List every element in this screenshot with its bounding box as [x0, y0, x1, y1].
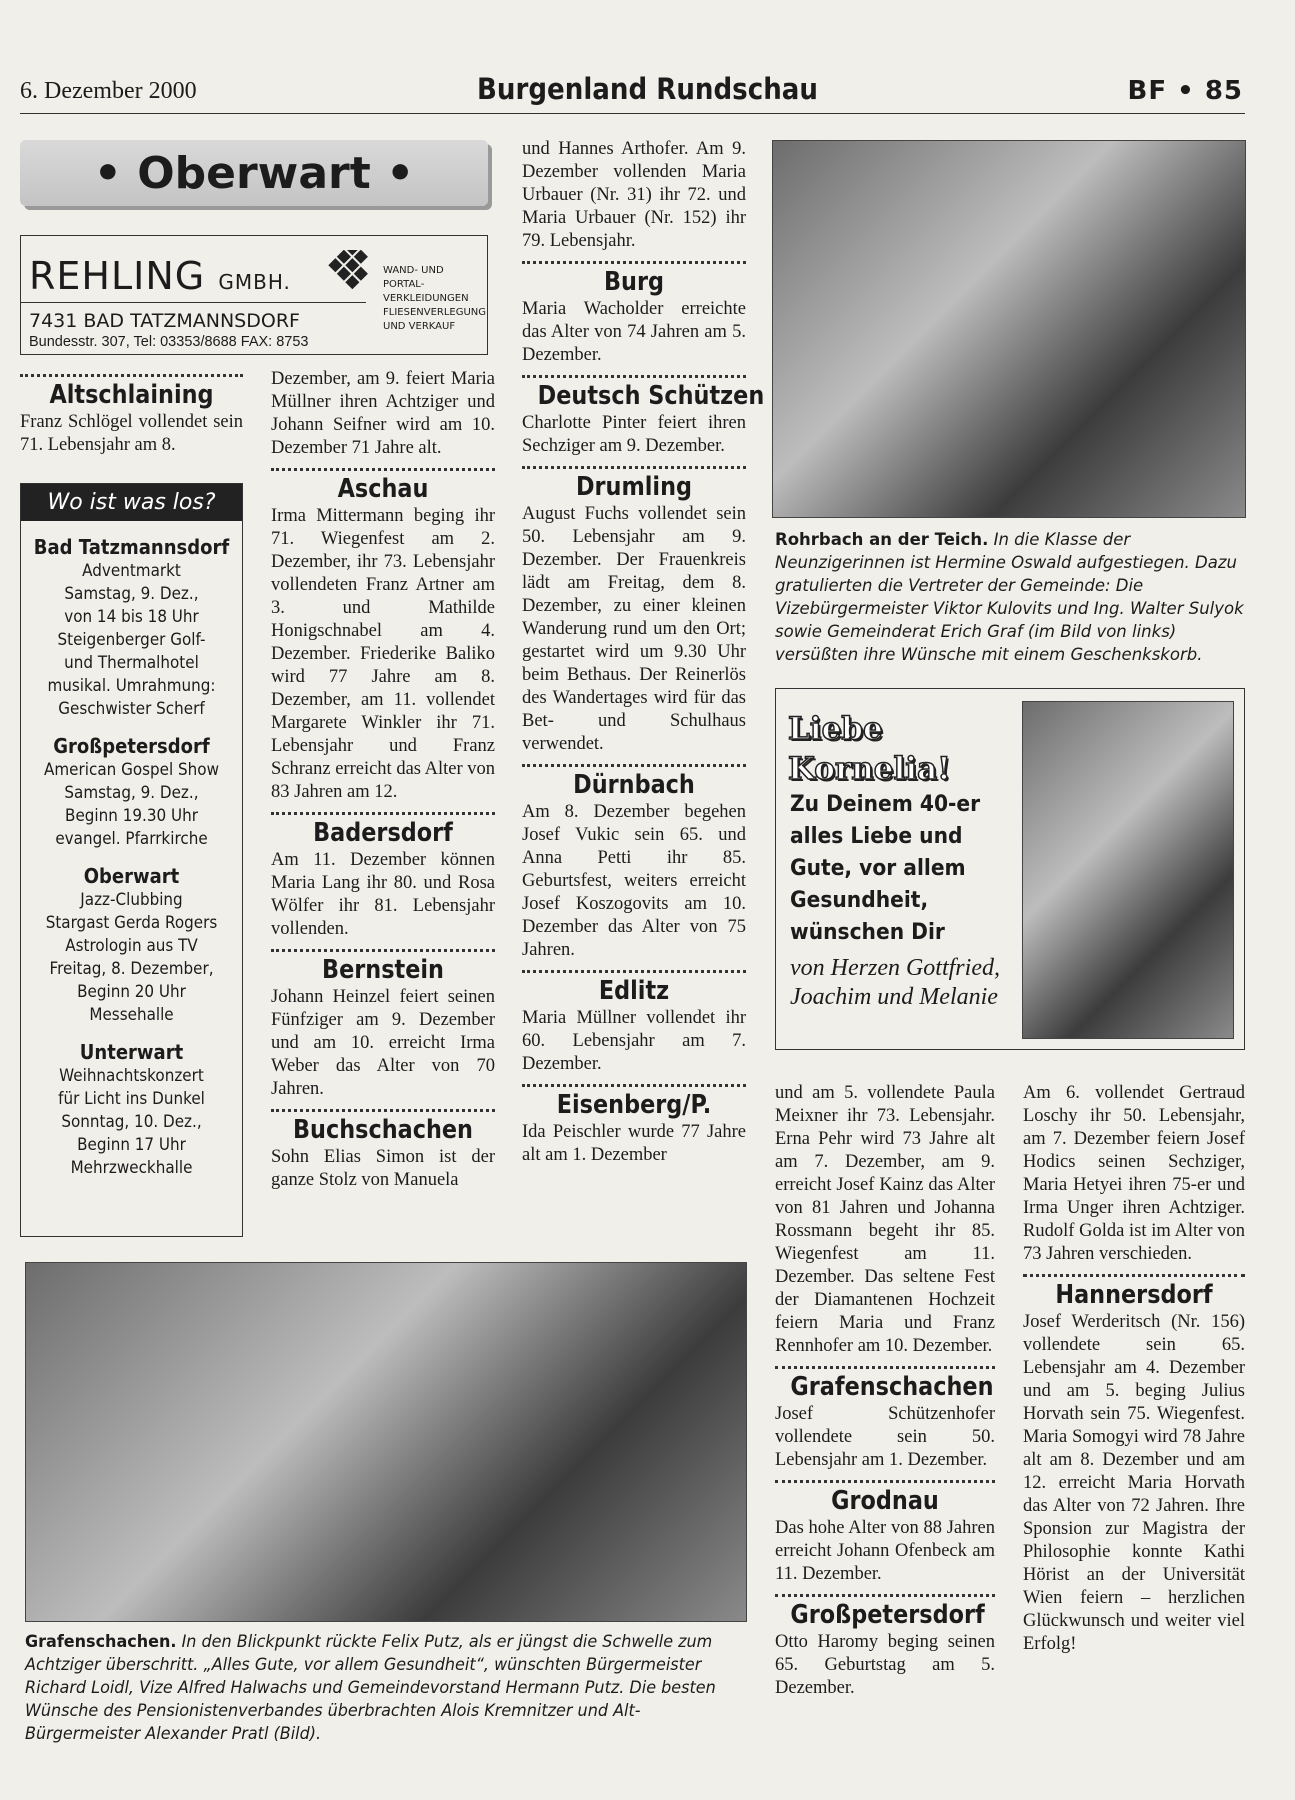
article	[271, 812, 495, 941]
article-heading: Dürnbach	[573, 770, 695, 800]
article-text: Otto Haromy beging seinen 65. Geburtstag am 5. Dezember.	[775, 1632, 995, 1698]
dotted-separator	[271, 812, 495, 815]
article-text: Ida Peischler wurde 77 Jahre alt am 1. Dezember	[522, 1122, 746, 1165]
article-heading: Großpetersdorf	[790, 1600, 985, 1630]
advert-services: WAND- UND PORTAL- VERKLEIDUNGEN FLIESENVERLEGUNG UND VERKAUF	[383, 265, 487, 332]
article-heading: Buchschachen	[293, 1115, 473, 1145]
column-4	[775, 1082, 995, 1700]
article-heading: Badersdorf	[313, 818, 453, 848]
greeting-signature: von Herzen Gottfried, Joachim und Melanie	[790, 955, 1000, 1010]
column-1	[20, 366, 243, 457]
section-banner: • Oberwart •	[20, 140, 488, 206]
dotted-separator	[522, 970, 746, 973]
events-box-title: Wo ist was los?	[21, 484, 242, 521]
article	[1023, 1274, 1245, 1656]
event-details: Jazz-Clubbing Stargast Gerda Rogers Astrologin aus TV Freitag, 8. Dezember, Beginn 20 Uhr Messehalle	[45, 890, 218, 1024]
dotted-separator	[522, 261, 746, 264]
tile-heart-logo-icon	[314, 250, 378, 296]
photo-caption-grafenschachen: Grafenschachen. In den Blickpunkt rückte Felix Putz, als er jüngst die Schwelle zum Achtziger überschritt. „Alles Gute, vor allem Gesundheit“, wünschten Bürgermeister Richard Loidl, Vize Alfred Halwachs und Gemeindevorstand Hermann Putz. Die besten Wünsche des Pensionistenverbandes überbrachten Alois Kremnitzer und Alt-Bürgermeister Alexander Pratl (Bild).	[25, 1632, 716, 1743]
event-place: Unterwart	[79, 1040, 184, 1064]
article-heading: Hannersdorf	[1055, 1280, 1213, 1310]
article-text: Irma Mittermann beging ihr 71. Wiegenfest am 2. Dezember, ihr 73. Lebensjahr vollendeten Franz Artner am 3. und Mathilde Honigschnabel am 4. Dezember. Friederike Baliko wird 77 Jahre am 8. Dezember, am 11. vollendet Margarete Winkler ihr 71. Lebensjahr und Franz Schranz erreicht das Alter von 83 Jahren am 12.	[271, 506, 495, 802]
photo-caption-rohrbach: Rohrbach an der Teich. In die Klasse der Neunzigerinnen ist Hermine Oswald aufgestiegen. Dazu gratulierten die Vertreter der Gemeinde: Die Vizebürgermeister Viktor Kulovits und Ing. Walter Sulyok sowie Gemeinderat Erich Graf (im Bild von links) versüßten ihre Wünsche mit einem Geschenkskorb.	[775, 530, 1244, 664]
event-place: Oberwart	[83, 864, 180, 888]
article	[522, 1084, 746, 1167]
greeting-message: Zu Deinem 40-er alles Liebe und Gute, vor allem Gesundheit, wünschen Dir	[790, 792, 981, 945]
event-details: American Gospel Show Samstag, 9. Dez., Beginn 19.30 Uhr evangel. Pfarrkirche	[43, 760, 220, 848]
column-3	[522, 138, 765, 1167]
greeting-title: Liebe Kornelia!	[788, 711, 951, 787]
advert-divider	[21, 302, 366, 303]
dotted-separator	[522, 1084, 746, 1087]
article-text: Johann Heinzel feiert seinen Fünfziger am 9. Dezember und am 10. erreicht Irma Weber das Alter von 70 Jahren.	[271, 987, 495, 1099]
header-rule	[20, 113, 1245, 114]
event-entry	[21, 864, 242, 1026]
article-text: Sohn Elias Simon ist der ganze Stolz von Manuela	[271, 1147, 495, 1190]
article	[271, 949, 495, 1101]
column-2	[271, 368, 495, 1192]
article-text: Charlotte Pinter feiert ihren Sechziger am 9. Dezember.	[522, 413, 746, 456]
article-text: Am 11. Dezember können Maria Lang ihr 80. und Rosa Wölfer ihr 81. Lebensjahr vollenden.	[271, 850, 495, 939]
dotted-separator	[271, 1109, 495, 1112]
article-text: Am 8. Dezember begehen Josef Vukic sein 65. und Anna Petti ihr 85. Geburtsfest, weiters erreicht Josef Koszogovits am 10. Dezember das Alter von 75 Jahren.	[522, 802, 746, 960]
dotted-separator	[1023, 1274, 1245, 1277]
article	[522, 764, 746, 962]
advert-city: 7431 BAD TATZMANNSDORF	[29, 310, 300, 332]
event-entry	[21, 734, 242, 850]
dotted-separator	[522, 764, 746, 767]
advert-address: Bundesstr. 307, Tel: 03353/8688 FAX: 8753	[29, 334, 309, 350]
dotted-separator	[775, 1594, 995, 1597]
advert-company-name: REHLING GMBH.	[29, 254, 291, 298]
article	[522, 970, 746, 1076]
event-details: Adventmarkt Samstag, 9. Dez., von 14 bis 18 Uhr Steigenberger Golf- und Thermalhotel musikal. Umrahmung: Geschwister Scherf	[47, 561, 216, 718]
article-continuation: Am 6. vollendet Gertraud Loschy ihr 50. Lebensjahr, am 7. Dezember feiern Josef Hodics seinen Sechziger, Maria Hetyei ihren 75-er und Irma Unger ihren Achtziger. Rudolf Golda ist im Alter von 73 Jahren verschieden.	[1023, 1083, 1245, 1264]
article-text: Josef Schützenhofer vollendete sein 50. Lebensjahr am 1. Dezember.	[775, 1404, 995, 1470]
dotted-separator	[271, 468, 495, 471]
article-text: August Fuchs vollendet sein 50. Lebensjahr am 9. Dezember. Der Frauenkreis lädt am Freitag, dem 8. Dezember, zu einer kleinen Wanderung rund um den Ort; gestartet wird um 9.30 Uhr beim Bethaus. Der Reinerlös des Wandertages wird für das Bet- und Schulhaus verwendet.	[522, 504, 746, 754]
article-heading: Burg	[603, 267, 664, 297]
article	[522, 261, 746, 367]
event-details: Weihnachtskonzert für Licht ins Dunkel Sonntag, 10. Dez., Beginn 17 Uhr Mehrzweckhalle	[58, 1066, 205, 1177]
article-text: Das hohe Alter von 88 Jahren erreicht Johann Ofenbeck am 11. Dezember.	[775, 1518, 995, 1584]
article-heading: Grafenschachen	[790, 1372, 994, 1402]
event-place: Großpetersdorf	[53, 734, 210, 758]
article-heading: Eisenberg/P.	[556, 1090, 712, 1120]
article	[775, 1480, 995, 1586]
article-text: Maria Wacholder erreichte das Alter von 74 Jahren am 5. Dezember.	[522, 299, 746, 365]
article-heading: Bernstein	[322, 955, 444, 985]
article	[271, 468, 495, 804]
article	[522, 375, 765, 458]
article-heading: Aschau	[337, 474, 429, 504]
events-box	[20, 483, 243, 1237]
photo-grafenschachen	[25, 1262, 747, 1622]
column-5	[1023, 1082, 1245, 1656]
article-text: Maria Müllner vollendet ihr 60. Lebensjahr am 7. Dezember.	[522, 1008, 746, 1074]
article-heading: Altschlaining	[49, 380, 214, 410]
event-place: Bad Tatzmannsdorf	[33, 535, 230, 559]
greeting-advert	[775, 688, 1245, 1050]
dotted-separator	[522, 375, 746, 378]
dotted-separator	[271, 949, 495, 952]
article-heading: Drumling	[575, 472, 693, 502]
article-heading: Edlitz	[598, 976, 670, 1006]
newspaper-title: Burgenland Rundschau	[477, 72, 818, 106]
dotted-separator	[775, 1480, 995, 1483]
article-continuation: und Hannes Arthofer. Am 9. Dezember vollenden Maria Urbauer (Nr. 31) ihr 72. und Maria Urbauer (Nr. 152) ihr 79. Lebensjahr.	[522, 139, 746, 251]
article-continuation: Dezember, am 9. feiert Maria Müllner ihren Achtziger und Johann Seifner wird am 10. Dezember 71 Jahre alt.	[271, 369, 495, 458]
article	[522, 466, 746, 756]
event-entry	[21, 535, 242, 720]
event-entry	[21, 1040, 242, 1179]
dotted-separator	[522, 466, 746, 469]
events-list	[21, 535, 242, 1179]
dotted-separator	[20, 374, 243, 377]
portrait-photo	[1022, 701, 1234, 1039]
article-heading: Grodnau	[831, 1486, 939, 1516]
article-text: Franz Schlögel vollendet sein 71. Lebensjahr am 8.	[20, 412, 243, 455]
dotted-separator	[775, 1366, 995, 1369]
article-heading: Deutsch Schützen	[537, 381, 765, 411]
article	[775, 1594, 995, 1700]
photo-rohrbach	[772, 140, 1246, 518]
rehling-advert	[20, 235, 488, 355]
issue-date: 6. Dezember 2000	[20, 78, 197, 104]
page-number: BF • 85	[1127, 76, 1243, 106]
article-text: Josef Werderitsch (Nr. 156) vollendete sein 65. Lebensjahr am 4. Dezember und am 5. beging Julius Horvath sein 75. Wiegenfest. Maria Somogyi wird 78 Jahre alt am 8. Dezember und am 12. erreicht Maria Horvath das Alter von 72 Jahren. Ihre Sponsion zur Magistra der Philosophie konnte Kathi Hörist an der Universität Wien feiern – herzlichen Glückwunsch und weiter viel Erfolg!	[1023, 1312, 1245, 1654]
article	[775, 1366, 995, 1472]
article	[271, 1109, 495, 1192]
article-continuation: und am 5. vollendete Paula Meixner ihr 73. Lebensjahr. Erna Pehr wird 73 Jahre alt am 7. Dezember, am 9. erreicht Josef Kainz das Alter von 81 Jahren und Johanna Rossmann begeht ihr 85. Wiegenfest am 11. Dezember. Das seltene Fest der Diamantenen Hochzeit feiern Maria und Franz Rennhofer am 10. Dezember.	[775, 1083, 995, 1356]
